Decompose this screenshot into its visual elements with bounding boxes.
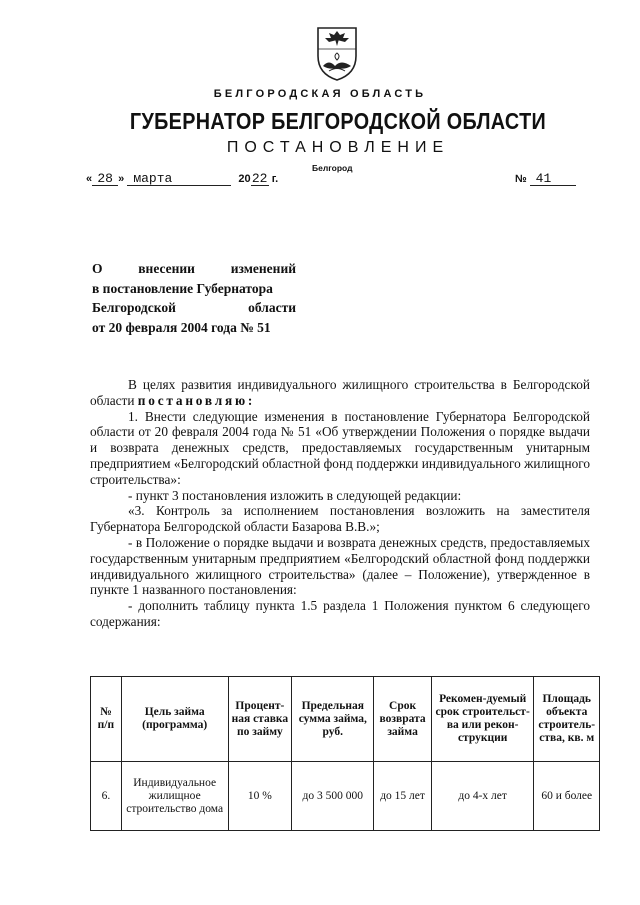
table-header-cell: № п/п — [91, 677, 122, 762]
decree-keyword: постановляю: — [137, 392, 256, 408]
date-month: марта — [127, 172, 231, 186]
date-close-quote: » — [118, 173, 125, 185]
number-label: № — [515, 173, 527, 185]
date-year-mark: г. — [271, 173, 279, 185]
table-cell: до 3 500 000 — [292, 762, 374, 831]
decree-body — [90, 377, 590, 630]
number-value: 41 — [530, 172, 576, 186]
paragraph-1: 1. Внести следующие изменения в постановление Губернатора Белгородской области от 20 февраля 2004 года № 51 «Об утверждении Положения о порядке выдачи и возврата денежных средств, предоставляемых государственным унитарным предприятием «Белгородский областной фонд поддержки индивидуального жилищного строительства»: — [90, 408, 590, 487]
date-year-suffix: 22 — [251, 171, 268, 186]
table-cell: 10 % — [228, 762, 292, 831]
authority-title: ГУБЕРНАТОР БЕЛГОРОДСКОЙ ОБЛАСТИ — [129, 108, 547, 134]
decree-subject — [92, 259, 296, 337]
table-cell: 60 и более — [534, 762, 600, 831]
subject-line-4: от 20 февраля 2004 года № 51 — [92, 319, 271, 335]
table-header-cell: Цель займа (программа) — [121, 677, 228, 762]
loan-terms-table — [90, 676, 600, 831]
table-header-cell: Площадь объекта строитель-ства, кв. м — [534, 677, 600, 762]
table-cell: до 4-х лет — [431, 762, 534, 831]
subject-line-3: Белгородской области — [92, 300, 296, 315]
table-row — [91, 762, 600, 831]
subject-line-1: О внесении изменений — [92, 261, 297, 276]
table-cell: Индивидуальное жилищное строительство дома — [121, 762, 228, 831]
table-cell: до 15 лет — [374, 762, 431, 831]
document-number — [515, 172, 576, 186]
paragraph-3: «3. Контроль за исполнением постановления возложить на заместителя Губернатора Белгородской области Базарова В.В.»; — [90, 503, 590, 535]
paragraph-2: - пункт 3 постановления изложить в следующей редакции: — [128, 487, 462, 503]
table-header-cell: Срок возврата займа — [374, 677, 431, 762]
table-header-cell: Предельная сумма займа, руб. — [292, 677, 374, 762]
city-name: Белгород — [312, 163, 353, 173]
intro-paragraph: В целях развития индивидуального жилищного строительства в Белгородской области постановляю: — [90, 377, 590, 408]
paragraph-5: - дополнить таблицу пункта 1.5 раздела 1 Положения пунктом 6 следующего содержания: — [90, 598, 590, 629]
date-open-quote: « — [86, 173, 93, 185]
region-name: БЕЛГОРОДСКАЯ ОБЛАСТЬ — [213, 88, 427, 100]
date-year-prefix: 20 — [238, 173, 251, 185]
table-header-cell: Процент-ная ставка по займу — [228, 677, 292, 762]
subject-line-2: в постановление Губернатора — [92, 280, 273, 296]
date-line — [86, 172, 278, 186]
belgorod-coat-of-arms-icon — [315, 26, 359, 82]
table-header-cell: Рекомен-дуемый срок строительст-ва или рекон-струкции — [431, 677, 534, 762]
document-type: ПОСТАНОВЛЕНИЕ — [226, 139, 450, 156]
date-day: 28 — [92, 172, 118, 186]
table-header-row — [91, 677, 600, 762]
paragraph-4: - в Положение о порядке выдачи и возврата денежных средств, предоставляемых государственным унитарным предприятием «Белгородский областной фонд поддержки индивидуального жилищного строительства» (далее – Положение), утвержденное в пункте 1 названного постановления: — [90, 534, 590, 598]
table-cell: 6. — [91, 762, 122, 831]
